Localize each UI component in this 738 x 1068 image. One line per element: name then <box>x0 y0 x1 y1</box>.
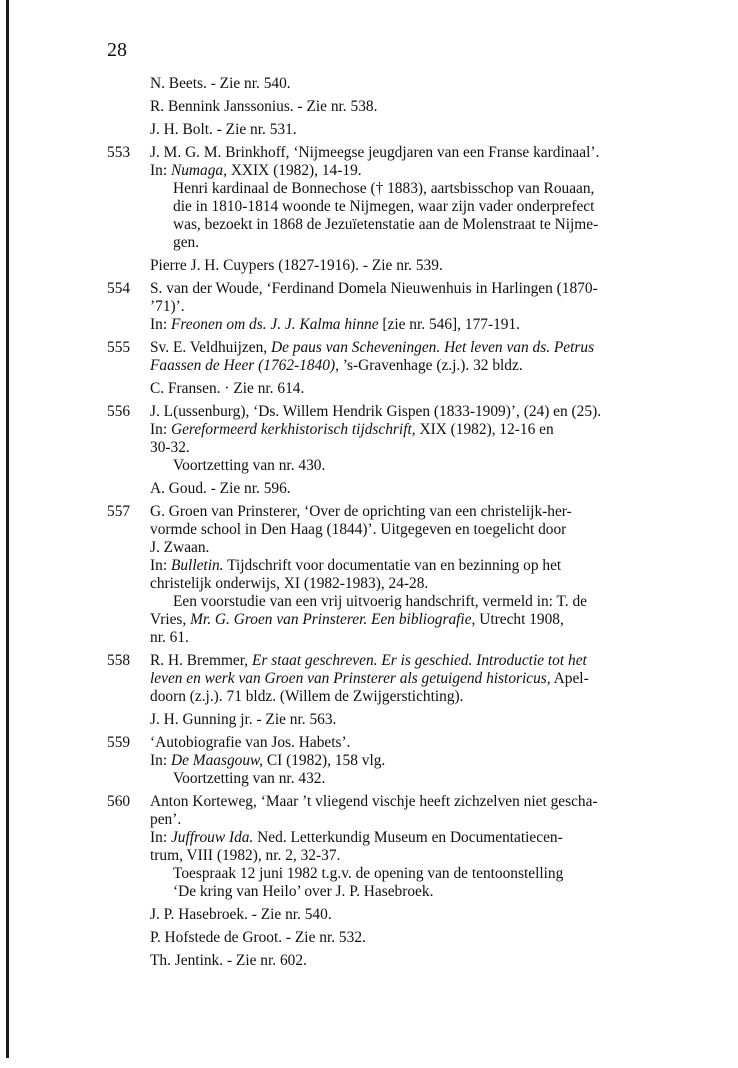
bibliography-entry <box>107 280 701 334</box>
entry-text: nr. 61. <box>150 629 189 646</box>
entry-text-line <box>150 847 701 865</box>
cross-reference: J. H. Bolt. - Zie nr. 531. <box>150 121 297 138</box>
bibliography-entries <box>107 75 701 975</box>
entry-text-line <box>150 629 701 647</box>
entry-number: 554 <box>107 280 131 297</box>
entry-annotation-line <box>150 865 701 883</box>
entry-text-line <box>150 403 701 421</box>
entry-annotation-line <box>150 216 701 234</box>
entry-text: In: <box>150 316 171 333</box>
entry-text: Voortzetting van nr. 432. <box>173 770 326 787</box>
bibliography-entry <box>107 339 701 375</box>
entry-text: CI (1982), 158 vlg. <box>263 752 386 769</box>
entry-text: XIX (1982), 12-16 en <box>415 421 554 438</box>
entry-number: 555 <box>107 339 131 356</box>
entry-number: 557 <box>107 503 131 520</box>
entry-text-line <box>150 521 701 539</box>
italic-title-text: leven en werk van Groen van Prinsterer als getuigend historicus, <box>150 670 551 687</box>
entry-text: gen. <box>173 234 200 251</box>
cross-reference: A. Goud. - Zie nr. 596. <box>150 480 291 497</box>
entry-text-line <box>150 670 701 688</box>
entry-text: pen’. <box>150 811 182 828</box>
entry-text-line <box>150 539 701 557</box>
bibliography-entry <box>107 652 701 706</box>
entry-text: J. Zwaan. <box>150 539 210 556</box>
cross-reference: Th. Jentink. - Zie nr. 602. <box>150 952 307 969</box>
entry-text-line <box>150 734 701 752</box>
entry-text: ‘Autobiografie van Jos. Habets’. <box>150 734 351 751</box>
entry-text: [zie nr. 546], 177-191. <box>378 316 521 333</box>
entry-text-line <box>150 298 701 316</box>
entry-text: Een voorstudie van een vrij uitvoerig handschrift, vermeld in: T. de <box>173 593 588 610</box>
entry-annotation-line <box>150 180 701 198</box>
bibliography-entry <box>107 144 701 252</box>
entry-text-line <box>150 688 701 706</box>
entry-text: 30-32. <box>150 439 190 456</box>
entry-text: trum, VIII (1982), nr. 2, 32-37. <box>150 847 341 864</box>
entry-text-line <box>150 503 701 521</box>
entry-text: was, bezoekt in 1868 de Jezuïetenstatie aan de Molenstraat te Nijme- <box>173 216 599 233</box>
italic-title-text: Freonen om ds. J. J. Kalma hinne <box>170 316 379 333</box>
entry-annotation-line <box>150 198 701 216</box>
entry-text: ’71)’. <box>150 298 185 315</box>
entry-annotation-line <box>150 457 701 475</box>
entry-text-line <box>150 144 701 162</box>
entry-text-line <box>150 339 701 357</box>
entry-text: Anton Korteweg, ‘Maar ’t vliegend vischje heeft zichzelven niet gescha- <box>150 793 598 810</box>
entry-text: Henri kardinaal de Bonnechose († 1883), aartsbisschop van Rouaan, <box>173 180 595 197</box>
entry-text-line <box>150 439 701 457</box>
entry-text-line <box>150 557 701 575</box>
entry-text: vormde school in Den Haag (1844)’. Uitgegeven en toegelicht door <box>150 521 567 538</box>
entry-text: In: <box>150 829 171 846</box>
entry-text: Ned. Letterkundig Museum en Documentatiecen- <box>253 829 563 846</box>
entry-text-line <box>150 652 701 670</box>
entry-text: J. L(ussenburg), ‘Ds. Willem Hendrik Gispen (1833-1909)’, (24) en (25). <box>150 403 602 420</box>
bibliography-entry <box>107 793 701 901</box>
entry-text-line <box>150 421 701 439</box>
entry-text: Utrecht 1908, <box>475 611 564 628</box>
italic-title-text: Mr. G. Groen van Prinsterer. Een bibliografie, <box>190 611 476 628</box>
italic-title-text: Gereformeerd kerkhistorisch tijdschrift, <box>170 421 416 438</box>
italic-title-text: De paus van Scheveningen. Het leven van ds. Petrus <box>270 339 595 356</box>
entry-annotation-line <box>150 883 701 901</box>
entry-text: In: <box>150 421 171 438</box>
entry-number: 560 <box>107 793 131 810</box>
entry-number: 558 <box>107 652 131 669</box>
entry-annotation-line <box>150 234 701 252</box>
entry-annotation-line <box>150 770 701 788</box>
italic-title-text: Bulletin. <box>170 557 224 574</box>
entry-text: christelijk onderwijs, XI (1982-1983), 24-28. <box>150 575 429 592</box>
entry-text: J. M. G. M. Brinkhoff, ‘Nijmeegse jeugdjaren van een Franse kardinaal’. <box>150 144 600 161</box>
italic-title-text: Er staat geschreven. Er is geschied. Introductie tot het <box>251 652 587 669</box>
entry-text-line <box>150 575 701 593</box>
italic-title-text: Numaga, <box>170 162 227 179</box>
cross-reference: J. H. Gunning jr. - Zie nr. 563. <box>150 711 337 728</box>
page-spine-edge <box>6 0 9 1058</box>
entry-number: 559 <box>107 734 131 751</box>
bibliography-entry <box>107 734 701 788</box>
italic-title-text: De Maasgouw, <box>170 752 264 769</box>
entry-text-line <box>150 162 701 180</box>
entry-text: S. van der Woude, ‘Ferdinand Domela Nieuwenhuis in Harlingen (1870- <box>150 280 598 297</box>
cross-reference: J. P. Hasebroek. - Zie nr. 540. <box>150 906 332 923</box>
cross-reference: P. Hofstede de Groot. - Zie nr. 532. <box>150 929 366 946</box>
entry-text-line <box>150 793 701 811</box>
entry-text: XXIX (1982), 14-19. <box>226 162 362 179</box>
italic-title-text: Faassen de Heer (1762-1840), <box>150 357 339 374</box>
entry-text: In: <box>150 752 171 769</box>
bibliography-entry <box>107 403 701 475</box>
entry-text: Toespraak 12 juni 1982 t.g.v. de opening van de tentoonstelling <box>173 865 564 882</box>
cross-reference: Pierre J. H. Cuypers (1827-1916). - Zie nr. 539. <box>150 257 443 274</box>
italic-title-text: Juffrouw Ida. <box>170 829 254 846</box>
cross-reference: R. Bennink Janssonius. - Zie nr. 538. <box>150 98 378 115</box>
entry-text-line <box>150 811 701 829</box>
entry-text: Apel- <box>550 670 589 687</box>
entry-text: G. Groen van Prinsterer, ‘Over de oprichting van een christelijk-her- <box>150 503 572 520</box>
entry-text: ‘De kring van Heilo’ over J. P. Hasebroek. <box>173 883 434 900</box>
entry-text-line <box>150 357 701 375</box>
entry-text: die in 1810-1814 woonde te Nijmegen, waar zijn vader onderprefect <box>173 198 595 215</box>
entry-number: 553 <box>107 144 131 161</box>
cross-reference: N. Beets. - Zie nr. 540. <box>150 75 291 92</box>
entry-text-line <box>150 829 701 847</box>
entry-text-line <box>150 752 701 770</box>
entry-text-line <box>150 316 701 334</box>
bibliography-entry <box>107 503 701 647</box>
entry-text: Vries, <box>150 611 191 628</box>
entry-annotation-line <box>150 593 701 611</box>
page-number: 28 <box>107 39 127 61</box>
cross-reference: C. Fransen. · Zie nr. 614. <box>150 380 305 397</box>
entry-text: Voortzetting van nr. 430. <box>173 457 326 474</box>
entry-text: In: <box>150 162 171 179</box>
entry-text: Sv. E. Veldhuijzen, <box>150 339 271 356</box>
entry-text: Tijdschrift voor documentatie van en bezinning op het <box>223 557 562 574</box>
entry-text: ’s-Gravenhage (z.j.). 32 bldz. <box>338 357 523 374</box>
entry-number: 556 <box>107 403 131 420</box>
entry-text: doorn (z.j.). 71 bldz. (Willem de Zwijgerstichting). <box>150 688 464 705</box>
entry-text-line <box>150 611 701 629</box>
entry-text-line <box>150 280 701 298</box>
entry-text: R. H. Bremmer, <box>150 652 252 669</box>
entry-text: In: <box>150 557 171 574</box>
